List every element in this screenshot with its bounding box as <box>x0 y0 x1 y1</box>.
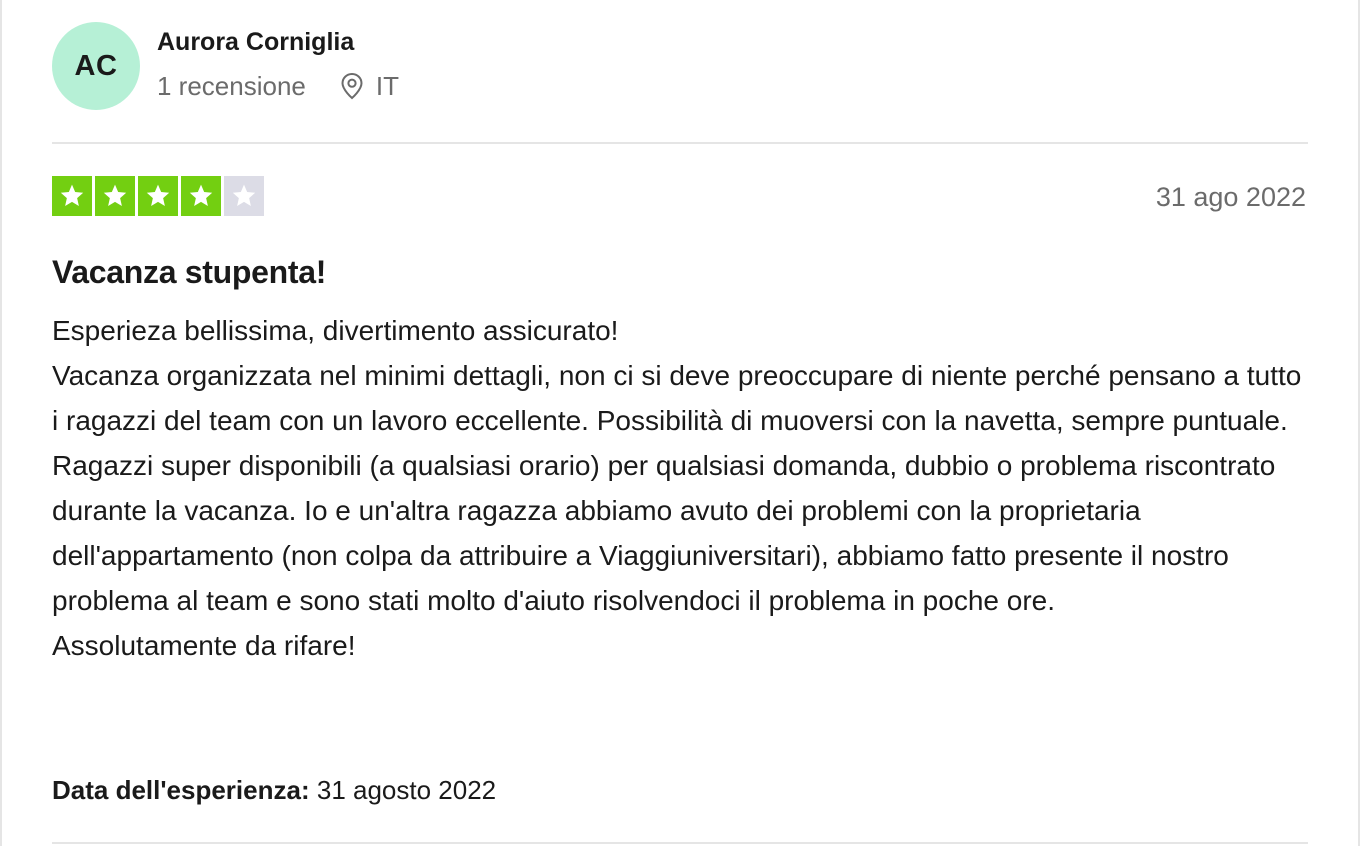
review-date: 31 ago 2022 <box>1155 182 1306 212</box>
review-body-line: Esperieza bellissima, divertimento assicurato! <box>52 315 619 346</box>
reviewer-header <box>52 22 399 110</box>
reviewer-country: IT <box>375 71 399 101</box>
star-icon <box>181 176 221 216</box>
experience-label: Data dell'esperienza: <box>52 775 310 805</box>
avatar[interactable]: AC <box>52 22 140 110</box>
review-title[interactable]: Vacanza stupenta! <box>52 254 327 290</box>
review-body <box>52 308 1312 668</box>
review-body-line: Assolutamente da rifare! <box>52 630 356 661</box>
experience-value: 31 agosto 2022 <box>316 775 497 805</box>
divider <box>52 142 1308 144</box>
star-icon <box>224 176 264 216</box>
reviewer-name[interactable]: Aurora Corniglia <box>157 28 355 56</box>
map-pin-icon <box>340 72 364 100</box>
review-body-line: Ragazzi super disponibili (a qualsiasi orario) per qualsiasi domanda, dubbio o problema riscontrato durante la vacanza. Io e un'altra ragazza abbiamo avuto dei problemi con la proprietaria dell'appartamento (non colpa da attribuire a Viaggiuniversitari), abbiamo fatto presente il nostro problema al team e sono stati molto d'aiuto risolvendoci il problema in poche ore. <box>52 450 1276 616</box>
star-icon <box>52 176 92 216</box>
reviewer-info <box>157 27 399 101</box>
experience-date <box>52 774 496 806</box>
star-icon <box>95 176 135 216</box>
star-icon <box>138 176 178 216</box>
divider <box>52 842 1308 844</box>
star-rating <box>52 176 267 216</box>
reviewer-meta <box>157 71 399 101</box>
review-count: 1 recensione <box>157 71 306 101</box>
review-body-line: Vacanza organizzata nel minimi dettagli, non ci si deve preoccupare di niente perché pensano a tutto i ragazzi del team con un lavoro eccellente. Possibilità di muoversi con la navetta, sempre puntuale. <box>52 360 1302 436</box>
